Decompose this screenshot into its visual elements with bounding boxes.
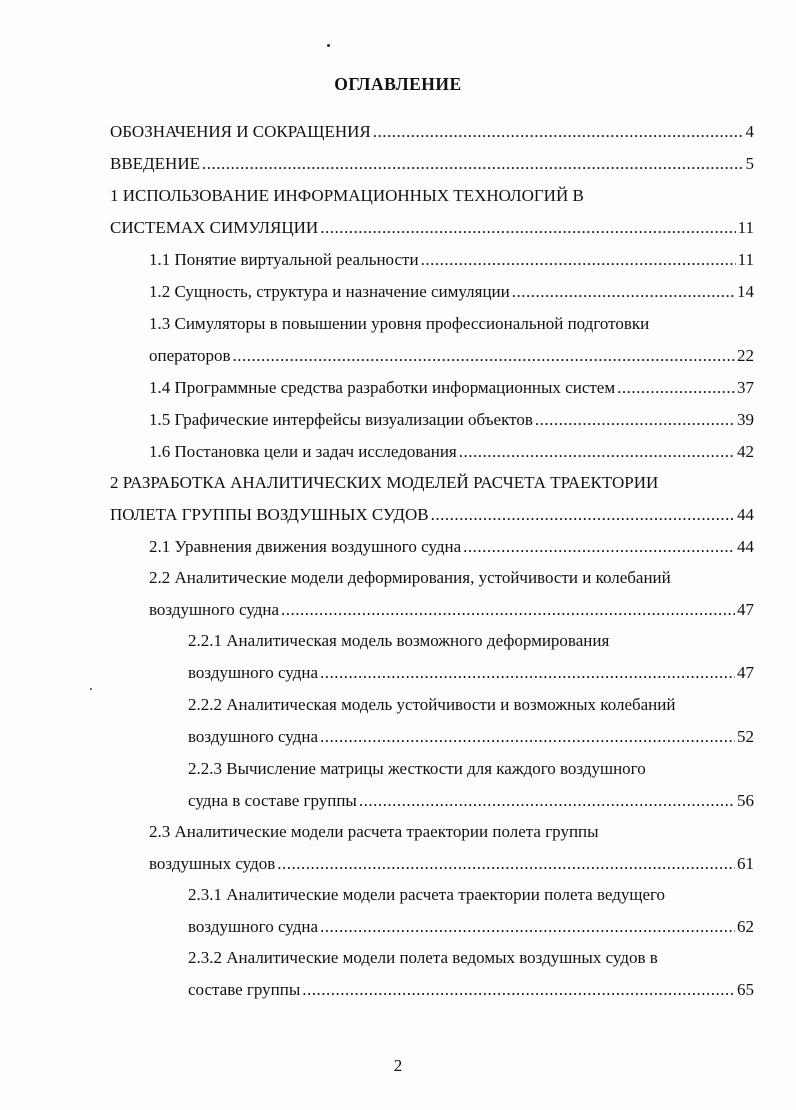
toc-entry-2-3-2[interactable] — [188, 976, 754, 1004]
toc-leader-dots — [232, 342, 735, 370]
toc-entry-title: 2.1 Уравнения движения воздушного судна — [149, 537, 462, 556]
toc-entry-page: 14 — [737, 282, 754, 301]
toc-entry-page: 47 — [737, 663, 754, 682]
toc-entry-page: 62 — [737, 917, 754, 936]
toc-entry-1-6[interactable] — [149, 438, 754, 466]
toc-leader-dots — [512, 278, 735, 306]
toc-leader-dots — [320, 723, 735, 751]
toc-entry-2-3-line1[interactable]: 2.3 Аналитические модели расчета траектории полета группы — [149, 822, 599, 841]
toc-leader-dots — [373, 118, 744, 146]
toc-entry-2-2-1-line1[interactable]: 2.2.1 Аналитическая модель возможного деформирования — [188, 631, 610, 650]
toc-entry-chapter1[interactable] — [110, 214, 754, 242]
toc-entry-1-3[interactable] — [149, 342, 754, 370]
toc-entry-chapter1-line1[interactable]: 1 ИСПОЛЬЗОВАНИЕ ИНФОРМАЦИОННЫХ ТЕХНОЛОГИЙ В — [110, 186, 584, 205]
toc-leader-dots — [431, 501, 735, 529]
toc-entry-2-3-1[interactable] — [188, 913, 754, 941]
toc-entry-2-2-3[interactable] — [188, 787, 754, 815]
toc-entry-title: 1.4 Программные средства разработки информационных систем — [149, 378, 616, 397]
toc-entry-title: воздушного судна — [188, 727, 318, 746]
toc-leader-dots — [463, 533, 735, 561]
toc-entry-page: 52 — [737, 727, 754, 746]
scan-speck — [90, 688, 92, 690]
toc-entry-page: 42 — [737, 442, 754, 461]
toc-entry-title: ПОЛЕТА ГРУППЫ ВОЗДУШНЫХ СУДОВ — [110, 505, 429, 524]
toc-entry-page: 11 — [737, 250, 754, 269]
toc-entry-2-2-2-line1[interactable]: 2.2.2 Аналитическая модель устойчивости и возможных колебаний — [188, 695, 676, 714]
toc-entry-2-2-1[interactable] — [188, 659, 754, 687]
toc-entry-2-2[interactable] — [149, 596, 754, 624]
toc-entry-page: 37 — [737, 378, 754, 397]
toc-entry-page: 22 — [737, 346, 754, 365]
toc-entry-page: 44 — [737, 505, 754, 524]
toc-leader-dots — [535, 406, 735, 434]
toc-leader-dots — [320, 214, 735, 242]
toc-entry-page: 44 — [737, 537, 754, 556]
toc-entry-title: воздушного судна — [188, 917, 318, 936]
toc-entry-1-3-line1[interactable]: 1.3 Симуляторы в повышении уровня профессиональной подготовки — [149, 314, 650, 333]
toc-entry-2-3-1-line1[interactable]: 2.3.1 Аналитические модели расчета траектории полета ведущего — [188, 885, 666, 904]
toc-entry-page: 39 — [737, 410, 754, 429]
toc-entry-2-3-2-line1[interactable]: 2.3.2 Аналитические модели полета ведомых воздушных судов в — [188, 948, 658, 967]
toc-entry-1-5[interactable] — [149, 406, 754, 434]
toc-entry-title: воздушных судов — [149, 854, 276, 873]
toc-leader-dots — [281, 596, 735, 624]
toc-entry-title: операторов — [149, 346, 231, 365]
toc-leader-dots — [617, 374, 735, 402]
toc-entry-2-2-2[interactable] — [188, 723, 754, 751]
toc-entry-2-2-3-line1[interactable]: 2.2.3 Вычисление матрицы жесткости для каждого воздушного — [188, 759, 646, 778]
toc-entry-2-2-line1[interactable]: 2.2 Аналитические модели деформирования, устойчивости и колебаний — [149, 568, 671, 587]
toc-entry-1-4[interactable] — [149, 374, 754, 402]
toc-leader-dots — [302, 976, 735, 1004]
toc-entry-title: ОБОЗНАЧЕНИЯ И СОКРАЩЕНИЯ — [110, 122, 371, 141]
toc-entry-title: ВВЕДЕНИЕ — [110, 154, 200, 173]
toc-entry-notations[interactable] — [110, 118, 754, 146]
toc-entry-title: воздушного судна — [188, 663, 318, 682]
toc-entry-introduction[interactable] — [110, 150, 754, 178]
toc-entry-chapter2-line1[interactable]: 2 РАЗРАБОТКА АНАЛИТИЧЕСКИХ МОДЕЛЕЙ РАСЧЕТА ТРАЕКТОРИИ — [110, 473, 659, 492]
toc-entry-page: 47 — [737, 600, 754, 619]
toc-leader-dots — [277, 850, 735, 878]
toc-leader-dots — [202, 150, 744, 178]
toc-entry-title: СИСТЕМАХ СИМУЛЯЦИИ — [110, 218, 319, 237]
toc-entry-chapter2[interactable] — [110, 501, 754, 529]
toc-entry-title: 1.6 Постановка цели и задач исследования — [149, 442, 457, 461]
toc-entry-title: составе группы — [188, 980, 301, 999]
toc-entry-title: 1.2 Сущность, структура и назначение симуляции — [149, 282, 510, 301]
toc-entry-1-1[interactable] — [149, 246, 754, 274]
toc-entry-page: 4 — [745, 122, 754, 141]
toc-entry-title: 1.5 Графические интерфейсы визуализации объектов — [149, 410, 533, 429]
page-number: 2 — [393, 1056, 403, 1075]
toc-entry-title: воздушного судна — [149, 600, 279, 619]
toc-entry-page: 65 — [737, 980, 754, 999]
toc-entry-2-3[interactable] — [149, 850, 754, 878]
toc-leader-dots — [421, 246, 736, 274]
toc-entry-2-1[interactable] — [149, 533, 754, 561]
toc-heading: ОГЛАВЛЕНИЕ — [334, 74, 462, 94]
toc-leader-dots — [459, 438, 735, 466]
toc-entry-1-2[interactable] — [149, 278, 754, 306]
toc-entry-page: 11 — [737, 218, 754, 237]
toc-entry-title: судна в составе группы — [188, 791, 357, 810]
toc-entry-page: 5 — [745, 154, 754, 173]
toc-leader-dots — [320, 913, 735, 941]
toc-entry-page: 61 — [737, 854, 754, 873]
scan-speck — [327, 44, 330, 47]
toc-leader-dots — [320, 659, 735, 687]
toc-entry-page: 56 — [737, 791, 754, 810]
toc-entry-title: 1.1 Понятие виртуальной реальности — [149, 250, 419, 269]
toc-leader-dots — [359, 787, 735, 815]
